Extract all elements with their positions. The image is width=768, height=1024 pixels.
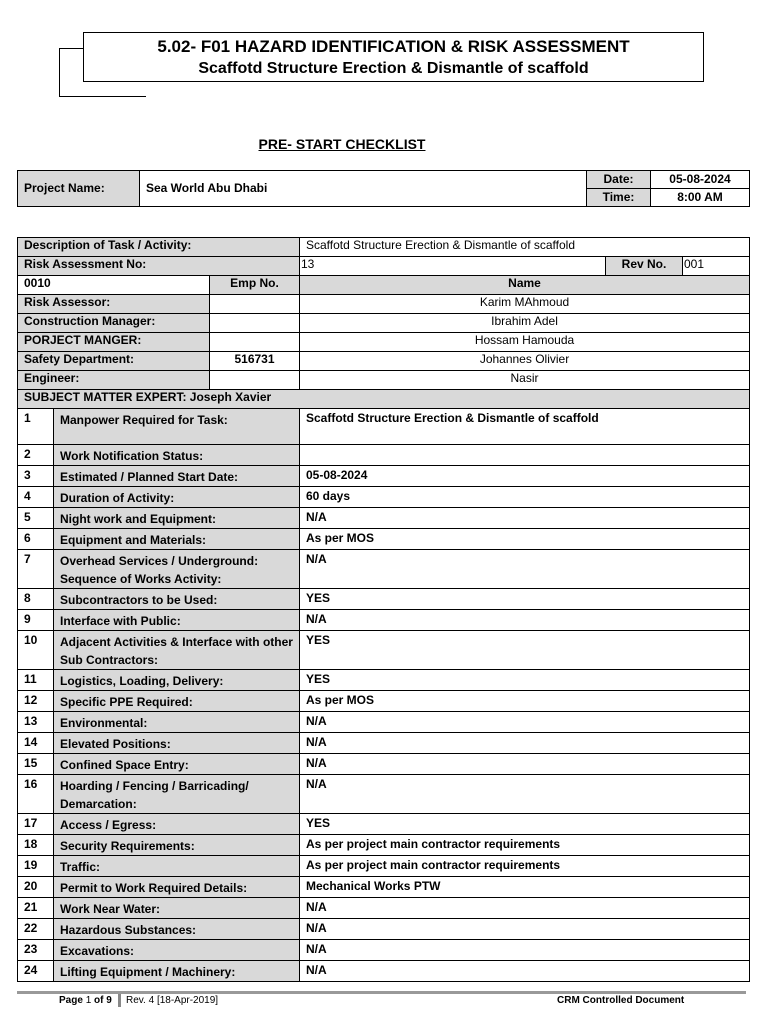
item-value: N/A (300, 754, 750, 775)
risk-assessment-no-value: 13 (300, 257, 606, 276)
checklist-row (18, 550, 750, 589)
rev-no-value: 001 (683, 257, 750, 276)
item-number: 22 (18, 919, 54, 940)
item-value: N/A (300, 940, 750, 961)
date-value: 05-08-2024 (651, 171, 750, 189)
item-number: 14 (18, 733, 54, 754)
item-number: 12 (18, 691, 54, 712)
personnel-role: Safety Department: (18, 352, 210, 371)
project-name-label: Project Name: (18, 171, 140, 207)
item-number: 13 (18, 712, 54, 733)
document-header (83, 32, 704, 82)
item-label: Lifting Equipment / Machinery: (54, 961, 300, 982)
item-label: Environmental: (54, 712, 300, 733)
personnel-role: Risk Assessor: (18, 295, 210, 314)
item-label: Work Near Water: (54, 898, 300, 919)
item-value: YES (300, 631, 750, 670)
item-value: N/A (300, 898, 750, 919)
checklist-row (18, 733, 750, 754)
footer-separator (118, 994, 121, 1007)
task-description-value: Scaffotd Structure Erection & Dismantle of scaffold (300, 238, 750, 257)
name-header: Name (300, 276, 750, 295)
item-label: Permit to Work Required Details: (54, 877, 300, 898)
item-label: Estimated / Planned Start Date: (54, 466, 300, 487)
item-number: 11 (18, 670, 54, 691)
personnel-role: PORJECT MANGER: (18, 333, 210, 352)
item-label: Traffic: (54, 856, 300, 877)
item-value: N/A (300, 610, 750, 631)
document-title: 5.02- F01 HAZARD IDENTIFICATION & RISK ASSESSMENT (157, 37, 630, 56)
corner-line-top (59, 48, 84, 49)
checklist-row (18, 610, 750, 631)
date-label: Date: (587, 171, 651, 189)
item-number: 19 (18, 856, 54, 877)
personnel-emp-no (210, 314, 300, 333)
checklist-table (17, 237, 750, 982)
personnel-emp-no (210, 295, 300, 314)
checklist-row (18, 940, 750, 961)
checklist-row (18, 856, 750, 877)
project-name-value: Sea World Abu Dhabi (140, 171, 587, 207)
item-label: Confined Space Entry: (54, 754, 300, 775)
item-value: As per project main contractor requirements (300, 856, 750, 877)
page-word: Page (59, 995, 83, 1006)
item-label: Night work and Equipment: (54, 508, 300, 529)
checklist-row (18, 670, 750, 691)
corner-line-left (59, 48, 60, 97)
item-label: Elevated Positions: (54, 733, 300, 754)
revision-text: Rev. 4 [18-Apr-2019] (126, 995, 219, 1006)
sme-row (18, 390, 750, 409)
item-number: 4 (18, 487, 54, 508)
item-value: 60 days (300, 487, 750, 508)
personnel-name: Nasir (300, 371, 750, 390)
item-label: Overhead Services / Underground: Sequence of Works Activity: (54, 550, 300, 589)
item-number: 21 (18, 898, 54, 919)
personnel-emp-no (210, 371, 300, 390)
checklist-row (18, 814, 750, 835)
item-value: 05-08-2024 (300, 466, 750, 487)
item-number: 20 (18, 877, 54, 898)
item-value: N/A (300, 733, 750, 754)
checklist-row (18, 775, 750, 814)
item-value: As per MOS (300, 691, 750, 712)
personnel-emp-no: 516731 (210, 352, 300, 371)
item-value: As per MOS (300, 529, 750, 550)
subject-matter-expert: SUBJECT MATTER EXPERT: Joseph Xavier (18, 390, 750, 409)
item-label: Hazardous Substances: (54, 919, 300, 940)
rev-no-label: Rev No. (606, 257, 683, 276)
document-subtitle: Scaffotd Structure Erection & Dismantle of scaffold (198, 60, 589, 77)
personnel-name: Ibrahim Adel (300, 314, 750, 333)
item-label: Interface with Public: (54, 610, 300, 631)
item-label: Security Requirements: (54, 835, 300, 856)
item-label: Logistics, Loading, Delivery: (54, 670, 300, 691)
personnel-row (18, 333, 750, 352)
personnel-name: Hossam Hamouda (300, 333, 750, 352)
checklist-row (18, 754, 750, 775)
item-label: Access / Egress: (54, 814, 300, 835)
checklist-row (18, 961, 750, 982)
time-label: Time: (587, 189, 651, 207)
item-number: 10 (18, 631, 54, 670)
item-number: 24 (18, 961, 54, 982)
time-value: 8:00 AM (651, 189, 750, 207)
item-number: 15 (18, 754, 54, 775)
checklist-row (18, 712, 750, 733)
risk-assessment-no-label: Risk Assessment No: (18, 257, 300, 276)
personnel-row (18, 371, 750, 390)
item-value: As per project main contractor requirements (300, 835, 750, 856)
personnel-code: 0010 (18, 276, 210, 295)
checklist-row (18, 529, 750, 550)
item-value: N/A (300, 508, 750, 529)
checklist-row (18, 466, 750, 487)
item-value: N/A (300, 919, 750, 940)
item-label: Manpower Required for Task: (54, 409, 300, 445)
page-current: 1 (85, 995, 92, 1006)
page-of: of (94, 995, 104, 1006)
item-value: YES (300, 814, 750, 835)
item-value (300, 445, 750, 466)
checklist-row (18, 409, 750, 445)
item-label: Specific PPE Required: (54, 691, 300, 712)
item-number: 8 (18, 589, 54, 610)
checklist-row (18, 445, 750, 466)
page-total: 9 (106, 995, 112, 1006)
emp-no-header: Emp No. (210, 276, 300, 295)
corner-line-bottom (59, 96, 146, 97)
item-value: N/A (300, 712, 750, 733)
page-indicator (59, 994, 112, 1007)
item-number: 16 (18, 775, 54, 814)
item-number: 7 (18, 550, 54, 589)
personnel-name: Karim MAhmoud (300, 295, 750, 314)
personnel-role: Engineer: (18, 371, 210, 390)
checklist-row (18, 487, 750, 508)
item-label: Equipment and Materials: (54, 529, 300, 550)
item-number: 3 (18, 466, 54, 487)
item-number: 23 (18, 940, 54, 961)
project-info-table (17, 170, 750, 207)
checklist-title: PRE- START CHECKLIST (258, 136, 426, 152)
item-value: N/A (300, 775, 750, 814)
item-number: 5 (18, 508, 54, 529)
item-value: YES (300, 670, 750, 691)
checklist-row (18, 631, 750, 670)
item-number: 6 (18, 529, 54, 550)
item-number: 2 (18, 445, 54, 466)
item-value: YES (300, 589, 750, 610)
checklist-row (18, 508, 750, 529)
item-number: 1 (18, 409, 54, 445)
item-label: Subcontractors to be Used: (54, 589, 300, 610)
task-description-label: Description of Task / Activity: (18, 238, 300, 257)
personnel-row (18, 295, 750, 314)
personnel-row (18, 352, 750, 371)
item-label: Hoarding / Fencing / Barricading/ Demarcation: (54, 775, 300, 814)
item-value: N/A (300, 550, 750, 589)
checklist-row (18, 835, 750, 856)
personnel-name: Johannes Olivier (300, 352, 750, 371)
item-number: 18 (18, 835, 54, 856)
item-label: Excavations: (54, 940, 300, 961)
controlled-document-text: CRM Controlled Document (557, 995, 685, 1006)
checklist-row (18, 898, 750, 919)
personnel-role: Construction Manager: (18, 314, 210, 333)
item-value: Mechanical Works PTW (300, 877, 750, 898)
item-label: Duration of Activity: (54, 487, 300, 508)
personnel-row (18, 314, 750, 333)
personnel-emp-no (210, 333, 300, 352)
item-value: Scaffotd Structure Erection & Dismantle of scaffold (300, 409, 750, 445)
checklist-row (18, 589, 750, 610)
checklist-row (18, 877, 750, 898)
item-number: 17 (18, 814, 54, 835)
checklist-row (18, 691, 750, 712)
checklist-row (18, 919, 750, 940)
item-label: Work Notification Status: (54, 445, 300, 466)
item-value: N/A (300, 961, 750, 982)
item-label: Adjacent Activities & Interface with other Sub Contractors: (54, 631, 300, 670)
item-number: 9 (18, 610, 54, 631)
